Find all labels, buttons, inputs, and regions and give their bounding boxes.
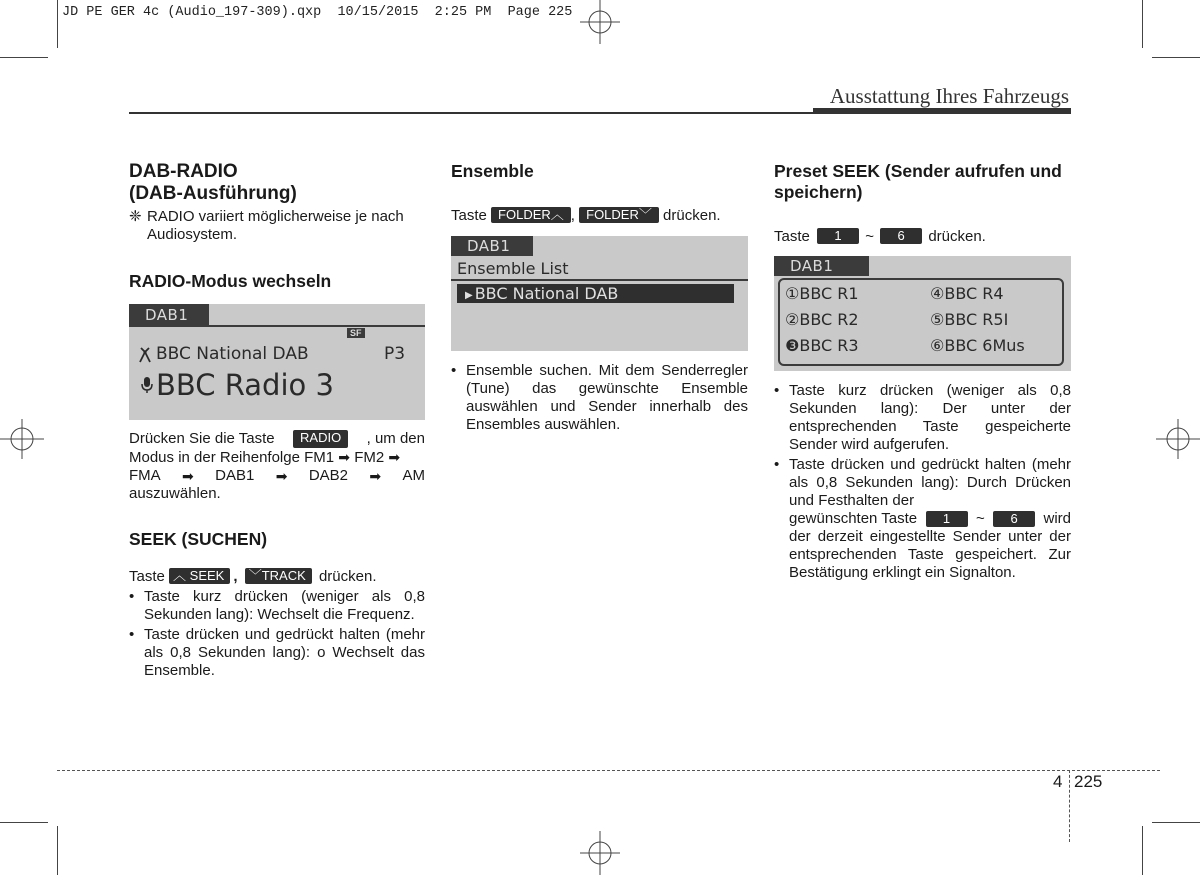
preset-item[interactable]: ①BBC R1 xyxy=(785,284,859,303)
crop-mark xyxy=(1142,826,1143,875)
list-divider xyxy=(451,279,748,281)
preset-key-6: 6 xyxy=(993,511,1035,527)
preset-item[interactable]: ②BBC R2 xyxy=(785,310,859,329)
band-tab: DAB1 xyxy=(451,236,533,256)
radio-key: RADIO xyxy=(293,430,348,448)
arrow-right-icon: ➡ xyxy=(388,449,401,465)
registration-target-icon xyxy=(0,417,44,461)
page-number: 225 xyxy=(1074,772,1103,791)
sf-badge: SF xyxy=(347,328,365,338)
track-key: ﹀TRACK xyxy=(245,568,312,584)
header-bar xyxy=(129,325,425,327)
mode-heading: RADIO-Modus wechseln xyxy=(129,271,332,291)
preset-bullet: • Taste kurz drücken (weniger als 0,8 Sekunden lang): Der unter der entsprechenden Taste gespeicherte Sender wird aufgerufen. xyxy=(774,382,1071,454)
crop-mark xyxy=(1152,57,1200,58)
preset-item[interactable]: ⑥BBC 6Mus xyxy=(930,336,1025,355)
chevron-up-icon: ︿ xyxy=(173,568,187,583)
ensemble-list-display xyxy=(451,236,748,351)
antenna-icon xyxy=(138,347,152,363)
chevron-down-icon: ﹀ xyxy=(638,207,652,222)
arrow-right-icon: ➡ xyxy=(182,468,194,484)
registration-target-icon xyxy=(578,0,622,44)
variant-note: ❈ RADIO variiert möglicherweise je nach Audiosystem. xyxy=(129,208,404,243)
ensemble-heading: Ensemble xyxy=(451,161,534,181)
arrow-right-icon: ➡ xyxy=(369,468,382,484)
ensemble-name: BBC National DAB xyxy=(156,344,309,364)
arrow-right-icon: ➡ xyxy=(275,468,288,484)
crop-mark xyxy=(57,826,58,875)
chapter-number: 4 xyxy=(1053,772,1063,791)
preset-grid xyxy=(778,278,1064,366)
footer-dashed-rule xyxy=(57,770,1160,771)
chevron-up-icon: ︿ xyxy=(550,207,564,222)
chevron-down-icon: ﹀ xyxy=(248,568,262,583)
preset-key-1: 1 xyxy=(817,228,859,244)
registration-target-icon xyxy=(1156,417,1200,461)
preset-number: P3 xyxy=(384,344,406,364)
seek-heading: SEEK (SUCHEN) xyxy=(129,529,268,549)
folder-up-key: FOLDER︿ xyxy=(491,207,571,223)
registration-target-icon xyxy=(578,831,622,875)
header-rule-thick xyxy=(813,108,1071,114)
crop-mark xyxy=(1142,0,1143,48)
preset-keys-line: Taste 1 ~ 6 drücken. xyxy=(774,228,986,245)
crop-mark xyxy=(57,0,58,48)
crop-mark xyxy=(1152,822,1200,823)
preset-display xyxy=(774,256,1071,371)
mode-paragraph: Drücken Sie die Taste RADIO , um den Modus in der Reihenfolge FM1 ➡ FM2 ➡ FMA ➡ DAB1 ➡ DAB2 ➡ AM auszuwählen. xyxy=(129,430,425,502)
seek-bullet: • Taste drücken und gedrückt halten (mehr als 0,8 Sekunden lang): o Wechselt das Ensemble. xyxy=(129,626,425,680)
column-1 xyxy=(129,161,425,680)
preset-seek-heading: Preset SEEK (Sender aufrufen und speichern) xyxy=(774,161,1062,202)
seek-key: ︿ SEEK xyxy=(169,568,230,584)
section-title: DAB-RADIO (DAB-Ausführung) xyxy=(129,161,297,204)
selected-list-item[interactable]: ▶ BBC National DAB xyxy=(457,284,734,303)
footer-dashed-divider xyxy=(1069,770,1070,842)
seek-keys-line: Taste ︿ SEEK , ﹀TRACK drücken. xyxy=(129,568,377,585)
column-2 xyxy=(451,161,748,434)
crop-mark xyxy=(0,822,48,823)
folder-down-key: FOLDER﹀ xyxy=(579,207,659,223)
preset-key-1: 1 xyxy=(926,511,968,527)
list-title: Ensemble List xyxy=(457,259,569,278)
note-symbol: ❈ xyxy=(129,208,142,225)
folder-keys-line: Taste FOLDER︿ , FOLDER﹀ drücken. xyxy=(451,207,721,224)
preset-item[interactable]: ⑤BBC R5I xyxy=(930,310,1009,329)
print-job-header: JD PE GER 4c (Audio_197-309).qxp 10/15/2015 2:25 PM Page 225 xyxy=(62,5,573,20)
preset-item[interactable]: ❸BBC R3 xyxy=(785,336,859,355)
preset-key-6: 6 xyxy=(880,228,922,244)
seek-bullet: • Taste kurz drücken (weniger als 0,8 Sekunden lang): Wechselt die Frequenz. xyxy=(129,588,425,624)
preset-bullet: • Taste drücken und gedrückt halten (mehr als 0,8 Sekunden lang): Durch Drücken und Festhalten der gewünschten Taste 1 ~ 6 wird der derzeit eingestellte Sender unter der entsprechenden Taste gespeichert. Zur Bestätigung erklingt ein Signalton. xyxy=(774,456,1071,582)
arrow-right-icon: ➡ xyxy=(338,449,351,465)
band-tab: DAB1 xyxy=(774,256,869,276)
crop-mark xyxy=(0,57,48,58)
play-indicator-icon: ▶ xyxy=(465,290,473,301)
running-header: Ausstattung Ihres Fahrzeugs xyxy=(829,84,1069,108)
microphone-icon xyxy=(141,376,153,394)
band-tab: DAB1 xyxy=(129,304,209,326)
station-name: BBC Radio 3 xyxy=(156,368,334,402)
column-3 xyxy=(774,161,1071,582)
radio-display xyxy=(129,304,425,420)
preset-item[interactable]: ④BBC R4 xyxy=(930,284,1004,303)
ensemble-bullet: • Ensemble suchen. Mit dem Senderregler (Tune) das gewünschte Ensemble auswählen und Sender innerhalb des Ensembles auswählen. xyxy=(451,362,748,434)
